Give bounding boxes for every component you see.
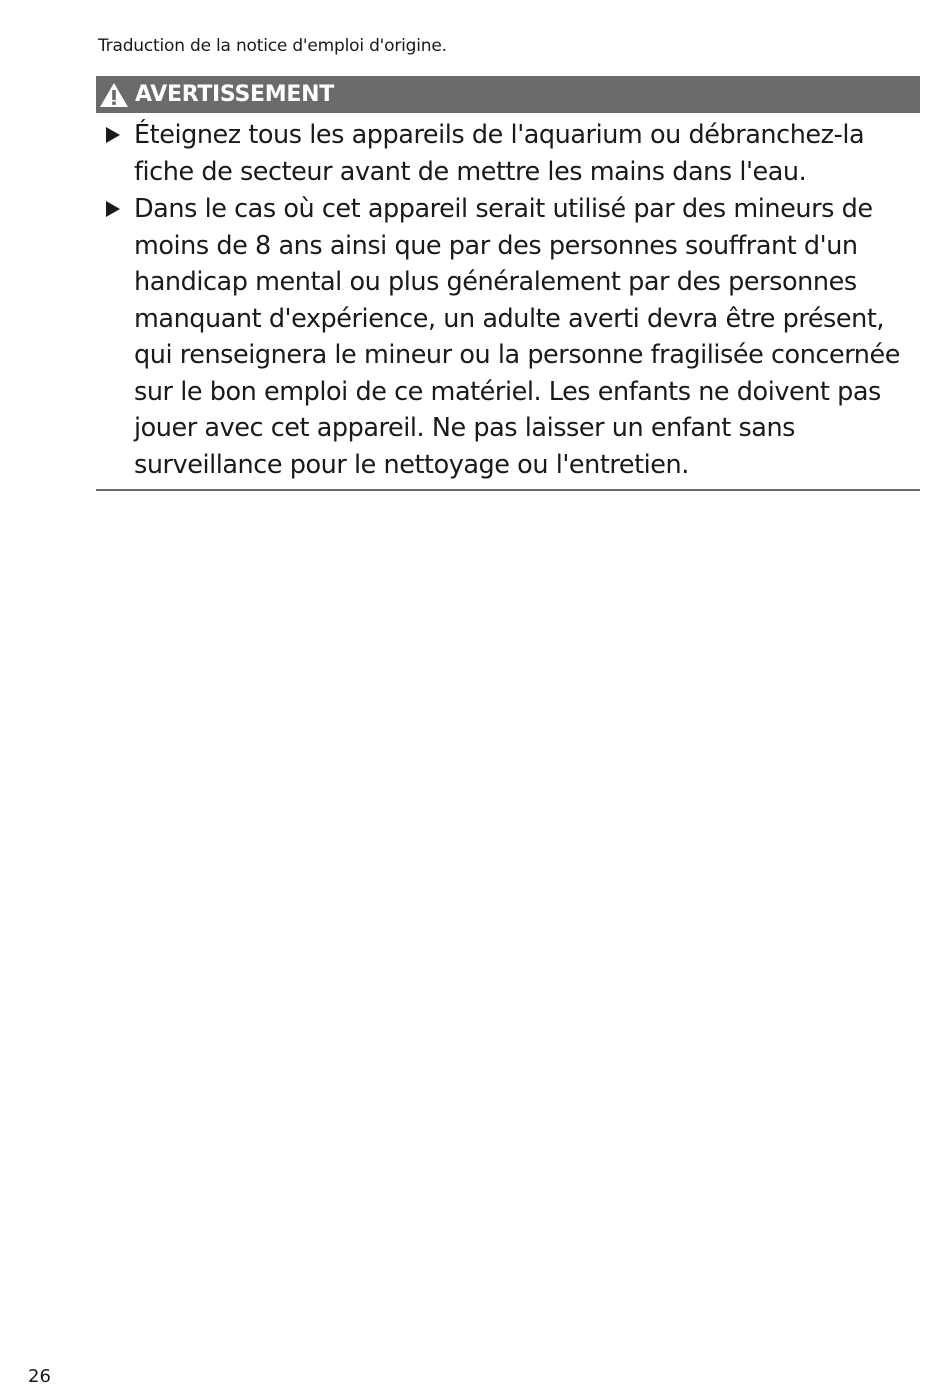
warning-list (96, 117, 920, 491)
warning-item-text: Dans le cas où cet appareil serait utilisé par des mineurs de moins de 8 ans ainsi que par des personnes souffrant d'un handicap mental ou plus généralement par des personnes manquant d'expérience, un adulte averti devra être présent, qui renseignera le mineur ou la personne fragilisée concernée sur le bon emploi de ce matériel. Les enfants ne doivent pas jouer avec cet appareil. Ne pas laisser un enfant sans surveillance pour le nettoyage ou l'entretien. (134, 194, 900, 480)
warning-item-text: Éteignez tous les appareils de l'aquarium ou débranchez-la fiche de secteur avant de mettre les mains dans l'eau. (134, 120, 865, 187)
warning-list-item (96, 191, 920, 483)
triangle-bullet-icon (106, 201, 120, 217)
triangle-bullet-icon (106, 127, 120, 143)
warning-triangle-icon (99, 82, 129, 108)
document-header-note: Traduction de la notice d'emploi d'origine. (98, 36, 447, 56)
warning-list-item (96, 117, 920, 190)
warning-block (96, 76, 920, 491)
warning-title: AVERTISSEMENT (135, 82, 334, 107)
page-number: 26 (28, 1366, 51, 1387)
warning-header-bar (96, 76, 920, 113)
